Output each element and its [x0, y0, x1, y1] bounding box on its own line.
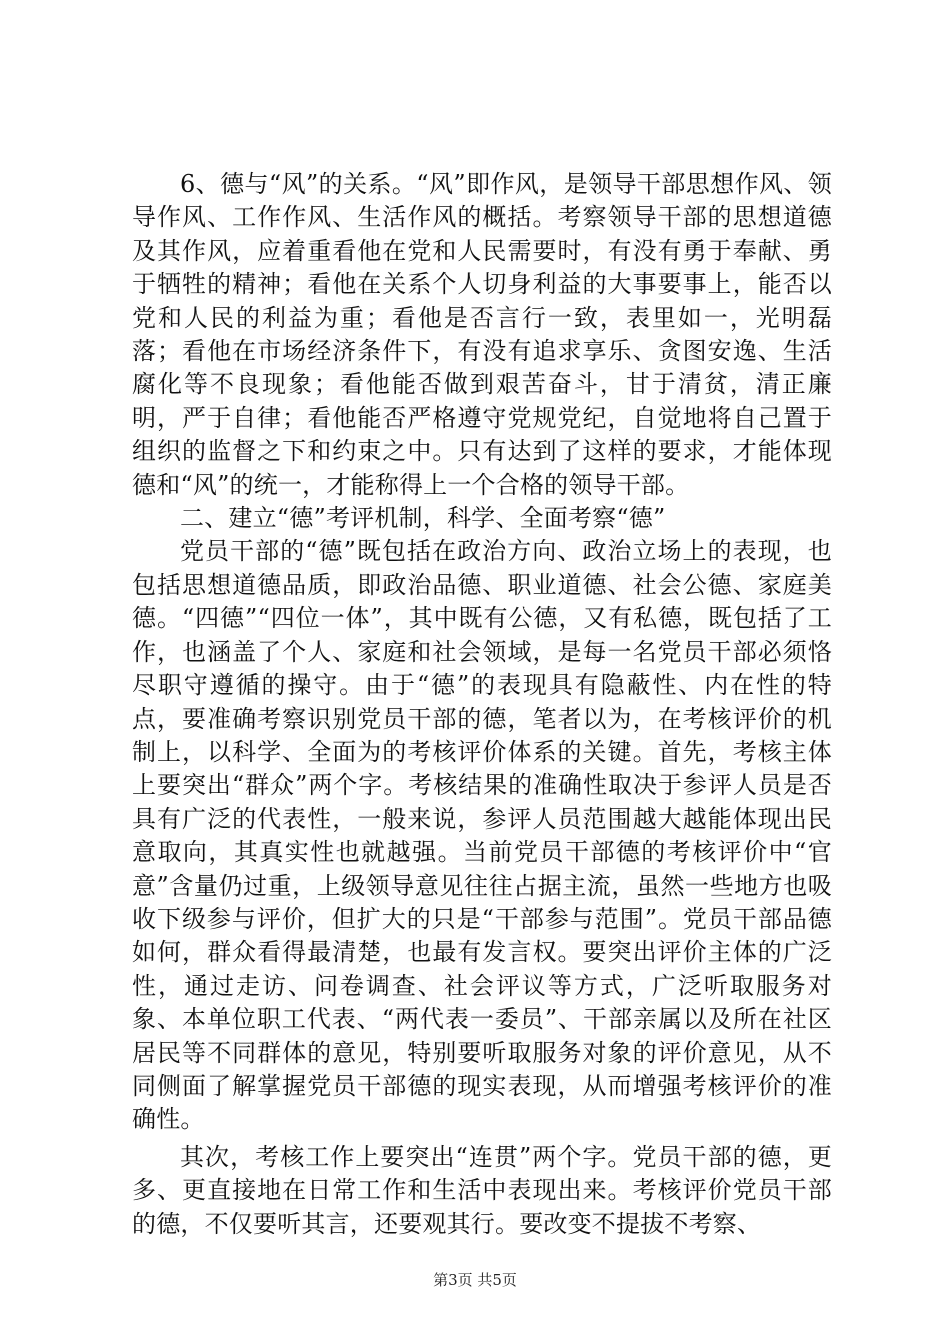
paragraph-continuity: 其次，考核工作上要突出“连贯”两个字。党员干部的德，更多、更直接地在日常工作和生活中表现出来。考核评价党员干部的德，不仅要听其言，还要观其行。要改变不提拔不考察、 [132, 1142, 832, 1238]
document-body [132, 168, 832, 1241]
page-footer: 第3页 共5页 [433, 1271, 517, 1289]
section-heading-two: 二、建立“德”考评机制，科学、全面考察“德” [180, 504, 666, 533]
paragraph-de-and-feng: 6、德与“风”的关系。“风”即作风，是领导干部思想作风、领导作风、工作作风、生活作风的概括。考察领导干部的思想道德及其作风，应着重看他在党和人民需要时，有没有勇于奉献、勇于牺牲的精神；看他在关系个人切身利益的大事要事上，能否以党和人民的利益为重；看他是否言行一致，表里如一，光明磊落；看他在市场经济条件下，有没有追求享乐、贪图安逸、生活腐化等不良现象；看他能否做到艰苦奋斗，甘于清贫，清正廉明，严于自律；看他能否严格遵守党规党纪，自觉地将自己置于组织的监督之下和约束之中。只有达到了这样的要求，才能体现德和“风”的统一，才能称得上一个合格的领导干部。 [132, 170, 832, 499]
paragraph-evaluation-mechanism: 党员干部的“德”既包括在政治方向、政治立场上的表现，也包括思想道德品质，即政治品德、职业道德、社会公德、家庭美德。“四德”“四位一体”，其中既有公德，又有私德，既包括了工作，也涵盖了个人、家庭和社会领域，是每一名党员干部必须恪尽职守遵循的操守。由于“德”的表现具有隐蔽性、内在性的特点，要准确考察识别党员干部的德，笔者以为，在考核评价的机制上，以科学、全面为的考核评价体系的关键。首先，考核主体上要突出“群众”两个字。考核结果的准确性取决于参评人员是否具有广泛的代表性，一般来说，参评人员范围越大越能体现出民意取向，其真实性也就越强。当前党员干部德的考核评价中“官意”含量仍过重，上级领导意见往往占据主流，虽然一些地方也吸收下级参与评价，但扩大的只是“干部参与范围”。党员干部品德如何，群众看得最清楚，也最有发言权。要突出评价主体的广泛性，通过走访、问卷调查、社会评议等方式，广泛听取服务对象、本单位职工代表、“两代表一委员”、干部亲属以及所在社区居民等不同群体的意见，特别要听取服务对象的评价意见，从不同侧面了解掌握党员干部德的现实表现，从而增强考核评价的准确性。 [132, 537, 832, 1134]
